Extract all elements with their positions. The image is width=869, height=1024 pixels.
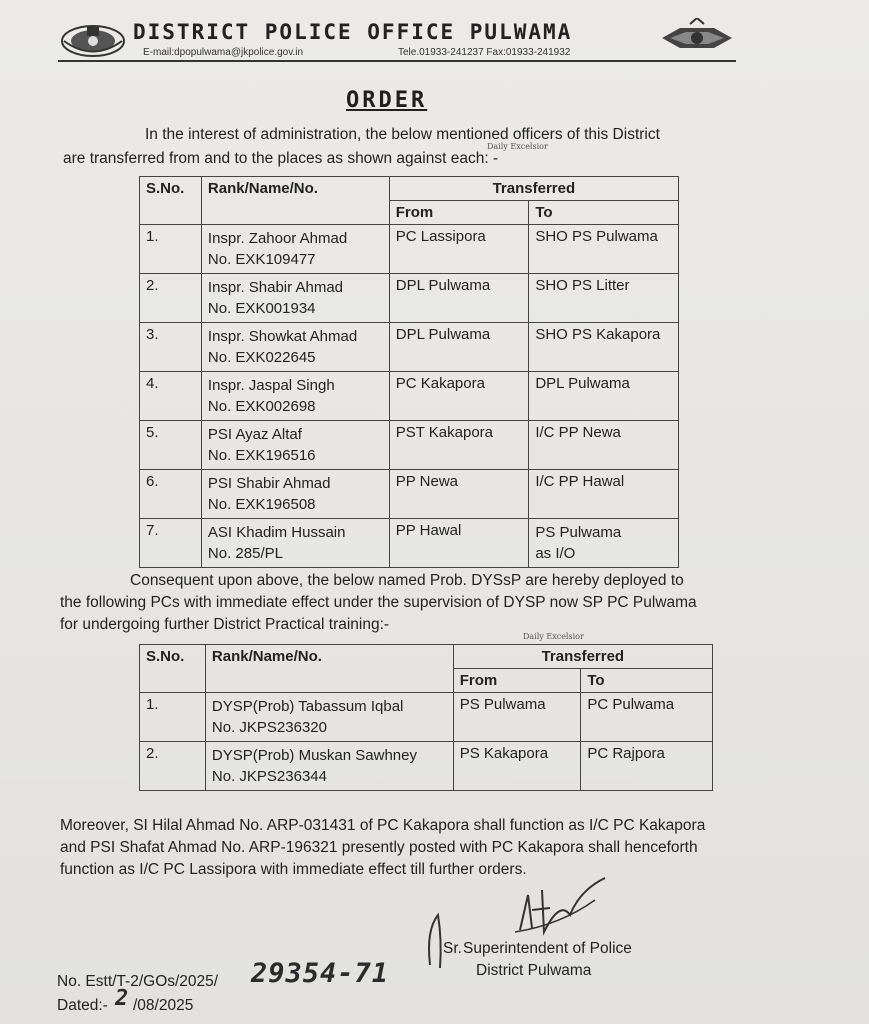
col-sno: S.No. xyxy=(140,645,206,693)
row-to: SHO PS Pulwama xyxy=(529,225,679,274)
row-sno: 3. xyxy=(140,323,202,372)
row-to: SHO PS Kakapora xyxy=(529,323,679,372)
police-emblem-icon xyxy=(660,18,734,58)
row-sno: 2. xyxy=(140,742,206,791)
row-to: PC Pulwama xyxy=(581,693,713,742)
watermark-1: Daily Excelsior xyxy=(487,142,548,151)
row-from: PST Kakapora xyxy=(389,421,529,470)
to-line-1: PS Pulwama xyxy=(535,524,622,541)
officer-name: Inspr. Jaspal Singh xyxy=(207,377,335,394)
officer-name: DYSP(Prob) Tabassum Iqbal xyxy=(211,698,404,715)
row-officer xyxy=(205,742,453,791)
dated-handwritten-day: 2 xyxy=(115,986,130,1011)
row-officer xyxy=(201,323,389,372)
officer-number: No. EXK109477 xyxy=(207,251,316,268)
table-row xyxy=(140,274,679,323)
officer-name: Inspr. Showkat Ahmad xyxy=(207,328,358,345)
intro-line-1: In the interest of administration, the below mentioned officers of this District xyxy=(145,126,660,143)
row-from: PC Kakapora xyxy=(389,372,529,421)
row-sno: 1. xyxy=(140,225,202,274)
officer-name: PSI Ayaz Altaf xyxy=(207,426,302,443)
officer-number: No. EXK196516 xyxy=(207,447,316,464)
officer-number: No. EXK002698 xyxy=(207,398,316,415)
officer-number: No. JKPS236344 xyxy=(211,768,327,785)
officer-name: Inspr. Shabir Ahmad xyxy=(207,279,344,296)
row-officer xyxy=(201,225,389,274)
office-title: DISTRICT POLICE OFFICE PULWAMA xyxy=(133,20,573,44)
dated-suffix: /08/2025 xyxy=(133,997,194,1014)
row-sno: 6. xyxy=(140,470,202,519)
col-sno: S.No. xyxy=(140,177,202,225)
para2-line-1: Consequent upon above, the below named Prob. DYSsP are hereby deployed to xyxy=(130,572,684,589)
officer-number: No. EXK196508 xyxy=(207,496,316,513)
table-row xyxy=(140,372,679,421)
row-officer xyxy=(201,274,389,323)
signatory-title-prefix: Sr. xyxy=(443,940,462,957)
transfer-table xyxy=(139,176,679,568)
officer-number: No. EXK001934 xyxy=(207,300,316,317)
officer-number: No. JKPS236320 xyxy=(211,719,327,736)
table-row xyxy=(140,693,713,742)
row-from: PC Lassipora xyxy=(389,225,529,274)
to-line-2: as I/O xyxy=(535,545,576,562)
row-from: PS Kakapora xyxy=(453,742,581,791)
table-row xyxy=(140,421,679,470)
col-transferred: Transferred xyxy=(453,645,712,669)
dated-label: Dated:- xyxy=(57,997,108,1014)
officer-number: No. 285/PL xyxy=(207,545,283,562)
row-sno: 7. xyxy=(140,519,202,568)
row-to: I/C PP Newa xyxy=(529,421,679,470)
header-divider xyxy=(58,60,736,62)
row-to xyxy=(529,519,679,568)
row-from: PP Hawal xyxy=(389,519,529,568)
office-email: E-mail:dpopulwama@jkpolice.gov.in xyxy=(143,47,304,58)
para2-line-2: the following PCs with immediate effect under the supervision of DYSP now SP PC Pulwama xyxy=(60,594,697,611)
row-to: SHO PS Litter xyxy=(529,274,679,323)
order-heading: ORDER xyxy=(346,88,428,113)
office-phone: Tele.01933-241237 Fax:01933-241932 xyxy=(398,47,571,58)
row-to: PC Rajpora xyxy=(581,742,713,791)
reference-number-handwritten: 29354-71 xyxy=(251,958,390,989)
row-officer xyxy=(201,519,389,568)
police-crest-icon xyxy=(60,22,126,58)
col-rank: Rank/Name/No. xyxy=(205,645,453,693)
officer-name: Inspr. Zahoor Ahmad xyxy=(207,230,348,247)
row-officer xyxy=(201,372,389,421)
row-officer xyxy=(201,470,389,519)
signatory-district: District Pulwama xyxy=(476,962,592,979)
table-row xyxy=(140,470,679,519)
officer-name: ASI Khadim Hussain xyxy=(207,524,346,541)
row-officer xyxy=(205,693,453,742)
row-sno: 4. xyxy=(140,372,202,421)
row-sno: 1. xyxy=(140,693,206,742)
table-row xyxy=(140,742,713,791)
col-from: From xyxy=(389,201,529,225)
deployment-table xyxy=(139,644,713,791)
signatory-title: Superintendent of Police xyxy=(463,940,632,957)
row-from: PP Newa xyxy=(389,470,529,519)
row-sno: 2. xyxy=(140,274,202,323)
officer-name: PSI Shabir Ahmad xyxy=(207,475,331,492)
row-from: DPL Pulwama xyxy=(389,274,529,323)
row-from: PS Pulwama xyxy=(453,693,581,742)
para2-line-3: for undergoing further District Practical training:- xyxy=(60,616,390,633)
para3-line-3: function as I/C PC Lassipora with immediate effect till further orders. xyxy=(60,861,527,878)
row-officer xyxy=(201,421,389,470)
reference-number-label: No. Estt/T-2/GOs/2025/ xyxy=(57,973,219,990)
watermark-2: Daily Excelsior xyxy=(523,632,584,641)
officer-name: DYSP(Prob) Muskan Sawhney xyxy=(211,747,417,764)
para3-line-1: Moreover, SI Hilal Ahmad No. ARP-031431 of PC Kakapora shall function as I/C PC Kakapora xyxy=(60,817,706,834)
table-header-row xyxy=(140,177,679,201)
intro-line-2: are transferred from and to the places as shown against each: - xyxy=(63,150,499,167)
col-to: To xyxy=(529,201,679,225)
row-from: DPL Pulwama xyxy=(389,323,529,372)
col-rank: Rank/Name/No. xyxy=(201,177,389,225)
row-to: DPL Pulwama xyxy=(529,372,679,421)
row-sno: 5. xyxy=(140,421,202,470)
table-header-row xyxy=(140,645,713,669)
officer-number: No. EXK022645 xyxy=(207,349,316,366)
col-to: To xyxy=(581,669,713,693)
para3-line-2: and PSI Shafat Ahmad No. ARP-196321 presently posted with PC Kakapora shall henceforth xyxy=(60,839,698,856)
table-row xyxy=(140,323,679,372)
col-from: From xyxy=(453,669,581,693)
row-to: I/C PP Hawal xyxy=(529,470,679,519)
table-row xyxy=(140,225,679,274)
table-row xyxy=(140,519,679,568)
col-transferred: Transferred xyxy=(389,177,678,201)
